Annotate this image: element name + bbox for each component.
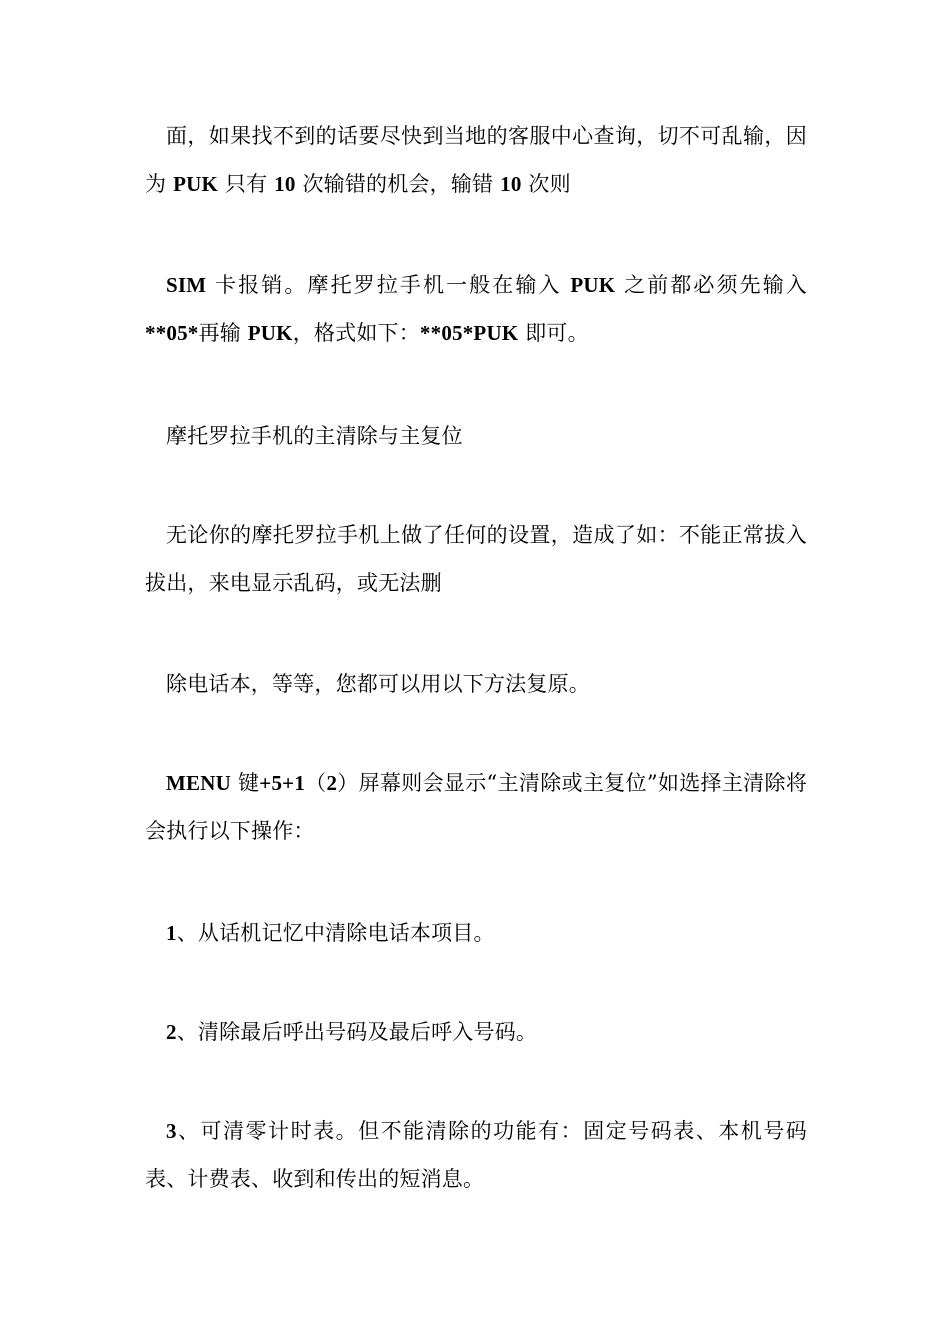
bold-text-run: 10 xyxy=(274,172,296,196)
bold-text-run: 10 xyxy=(500,172,522,196)
paragraph-section-heading xyxy=(145,412,807,460)
text-run: ，格式如下： xyxy=(292,321,420,345)
text-run: 键 xyxy=(230,771,260,795)
text-run: 次输错的机会，输错 xyxy=(295,172,501,196)
bold-text-run: PUK xyxy=(173,172,219,196)
list-item-2 xyxy=(145,1008,807,1056)
text-run: 除电话本，等等，您都可以用以下方法复原。 xyxy=(166,672,590,696)
text-run: 次则 xyxy=(521,172,571,196)
paragraph-sim-puk-format xyxy=(145,261,807,357)
text-run: ）屏幕则会显示“主清除或主复位”如选择主清除将会执行以下操作： xyxy=(145,771,808,843)
paragraph-menu-instruction xyxy=(145,759,807,855)
text-run: 面，如果找不到的话要尽快到当地的客服中心查询，切不可乱输，因为 xyxy=(145,124,807,196)
bold-text-run: **05* xyxy=(145,321,199,345)
text-run: 即可。 xyxy=(518,321,589,345)
text-run: 卡报销。摩托罗拉手机一般在输入 xyxy=(206,273,571,297)
text-run: 、可清零计时表。但不能清除的功能有：固定号码表、本机号码表、计费表、收到和传出的短消息。 xyxy=(145,1119,807,1191)
bold-text-run: 1 xyxy=(166,921,177,945)
paragraph-settings-issues xyxy=(145,511,807,607)
bold-text-run: PUK xyxy=(570,273,616,297)
list-item-3 xyxy=(145,1107,807,1203)
text-run: 无论你的摩托罗拉手机上做了任何的设置，造成了如：不能正常拔入拔出，来电显示乱码，或无法删 xyxy=(145,523,807,595)
bold-text-run: 2 xyxy=(166,1020,177,1044)
bold-text-run: 3 xyxy=(166,1119,177,1143)
list-item-1 xyxy=(145,909,807,957)
text-run: 、清除最后呼出号码及最后呼入号码。 xyxy=(176,1020,538,1044)
text-run: （ xyxy=(305,771,327,795)
text-run: 再输 xyxy=(198,321,248,345)
bold-text-run: PUK xyxy=(247,321,293,345)
paragraph-puk-warning xyxy=(145,112,807,208)
bold-text-run: **05*PUK xyxy=(419,321,519,345)
bold-text-run: SIM xyxy=(166,273,207,297)
text-run: 只有 xyxy=(218,172,275,196)
bold-text-run: MENU xyxy=(166,771,231,795)
paragraph-restore-method xyxy=(145,660,807,708)
text-run: 摩托罗拉手机的主清除与主复位 xyxy=(166,424,463,448)
bold-text-run: +5+1 xyxy=(259,771,306,795)
bold-text-run: 2 xyxy=(326,771,338,795)
text-run: 之前都必须先输入 xyxy=(615,273,808,297)
text-run: 、从话机记忆中清除电话本项目。 xyxy=(176,921,495,945)
